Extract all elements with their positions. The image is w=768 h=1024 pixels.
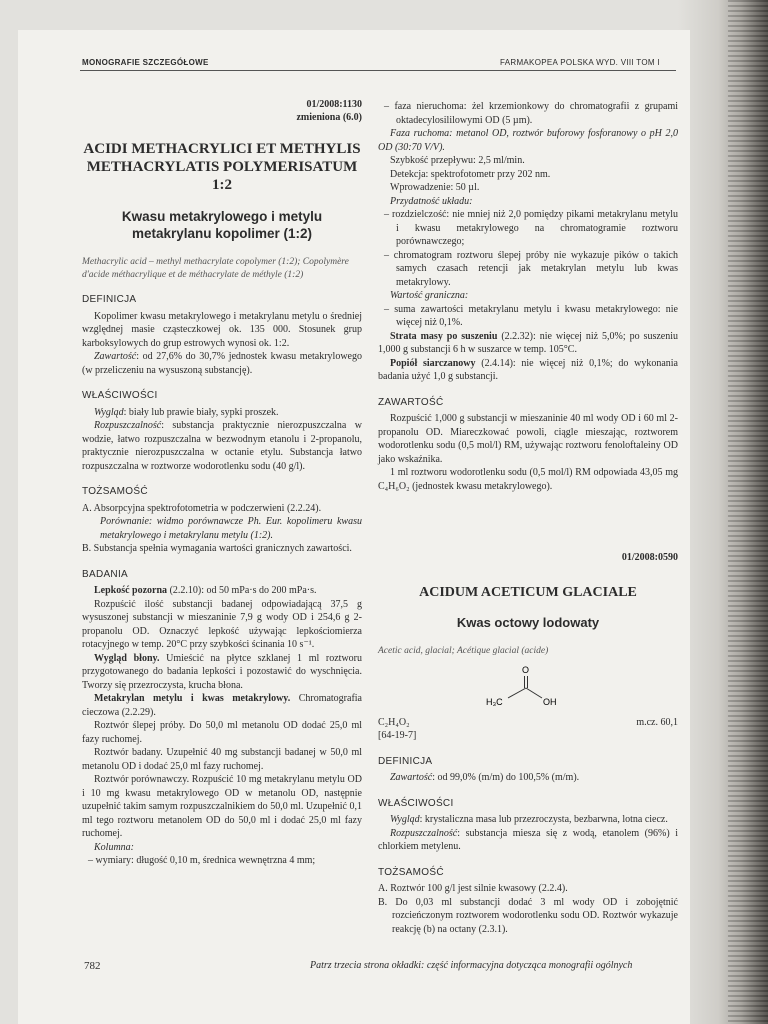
footer-note: Patrz trzecia strona okładki: część informacyjna dotycząca monografii ogólnych xyxy=(310,960,633,971)
viscosity-paragraph xyxy=(82,584,362,598)
right-column xyxy=(378,100,678,936)
solubility-label: Rozpuszczalność xyxy=(94,420,162,431)
monograph2-ref: 01/2008:0590 xyxy=(621,552,678,563)
section-heading-wlasciwosci: WŁAŚCIWOŚCI xyxy=(82,390,158,401)
blank-solution: Roztwór ślepej próby. Do 50,0 ml metanolu OD dodać 25,0 ml fazy ruchomej. xyxy=(82,720,362,745)
identity-b: B. Substancja spełnia wymagania wartości granicznych zawartości. xyxy=(82,543,352,554)
methacrylate-label: Metakrylan metylu i kwas metakrylowy. xyxy=(94,693,291,704)
appearance-paragraph xyxy=(82,406,362,420)
methacrylate-paragraph xyxy=(82,692,362,719)
blank-chromatogram: – chromatogram roztworu ślepej próby nie wykazuje pików o takich samych czasach retencji jak metakrylan metylu lub kwas metakrylowy. xyxy=(384,249,678,288)
structure-methyl: H₃C xyxy=(486,696,503,707)
loss-on-drying-label: Strata masy po suszeniu xyxy=(390,330,498,342)
sulfated-ash-label: Popiół siarczanowy xyxy=(390,357,476,369)
structure-formula-image xyxy=(486,664,566,712)
identity2-a: A. Roztwór 100 g/l jest silnie kwasowy (2.2.4). xyxy=(378,883,568,894)
running-header-left: MONOGRAFIE SZCZEGÓŁOWE xyxy=(82,58,209,67)
section2-heading-tozsamosc: TOŻSAMOŚĆ xyxy=(378,866,444,878)
section-heading-badania: BADANIA xyxy=(82,568,129,580)
definition-text: Kopolimer kwasu metakrylowego i metakrylanu metylu o średniej względnej masie cząsteczkowej ok. 135 000. Stosunek grup karboksylowych do grup estrowych wynosi ok. 1:2. xyxy=(82,310,362,349)
sulfated-ash xyxy=(378,357,678,384)
section-heading-definicja: DEFINICJA xyxy=(82,294,137,305)
methacrylate-text: Chromatografia cieczowa (2.2.29). xyxy=(82,693,362,718)
solubility-paragraph xyxy=(82,419,362,473)
structure-oxygen: O xyxy=(522,664,530,675)
content2-text: : od 99,0% (m/m) do 100,5% (m/m). xyxy=(432,772,580,783)
film-label: Wygląd błony. xyxy=(94,652,160,664)
monograph2-title: ACIDUM ACETICUM GLACIALE xyxy=(419,585,637,600)
reference-solution: Roztwór porównawczy. Rozpuścić 10 mg metakrylanu metylu OD i 10 mg kwasu metakrylowego OD w metanolu OD, następnie uzupełnić takim samym rozpuszczalnikiem do 50,0 ml. Uzupełnić 0,1 ml tego roztworu metanolem OD do 50,0 ml i dodać 25,0 ml fazy ruchomej. xyxy=(82,774,362,839)
molecular-mass: m.cz. 60,1 xyxy=(636,716,678,728)
running-header-right: FARMAKOPEA POLSKA WYD. VIII TOM I xyxy=(500,58,660,67)
column-label: Kolumna: xyxy=(94,841,134,853)
sulfated-ash-text: (2.4.14): nie więcej niż 0,1%; do wykonania badania użyć 1,0 g substancji. xyxy=(378,357,678,382)
flow-rate: Szybkość przepływu: 2,5 ml/min. xyxy=(390,155,525,166)
appearance2-paragraph xyxy=(378,813,678,827)
monograph-revision: zmieniona (6.0) xyxy=(296,112,362,123)
left-column xyxy=(82,98,362,868)
sum-limit: – suma zawartości metakrylanu metylu i kwasu metakrylowego: nie więcej niż 0,1%. xyxy=(384,303,678,328)
identity-a-comparison: Porównanie: widmo porównawcze Ph. Eur. kopolimeru kwasu metakrylowego i metakrylanu metylu (1:2). xyxy=(100,516,362,541)
structure-hydroxyl: OH xyxy=(543,696,557,707)
test-solution: Roztwór badany. Uzupełnić 40 mg substancji badanej w 50,0 ml metanolu OD i dodać 25,0 ml fazy ruchomej. xyxy=(82,747,362,772)
column-dimensions: – wymiary: długość 0,10 m, średnica wewnętrzna 4 mm; xyxy=(88,855,316,866)
assay-method: Rozpuścić 1,000 g substancji w mieszaninie 40 ml wody OD i 60 ml 2-propanolu OD. Miareczkować powoli, ciągle mieszając, roztworem wodorotlenku sodu (0,5 mol/l) RM, używając roztworu fenoloftaleiny OD jako wskaźnika. xyxy=(378,413,678,465)
identity2-b: B. Do 0,03 ml substancji dodać 3 ml wody OD i zobojętnić rozcieńczonym roztworem wodorotlenku sodu OD. Roztwór wykazuje reakcję (b) na octany (2.3.1). xyxy=(378,896,678,935)
viscosity-text: (2.2.10): od 50 mPa·s do 200 mPa·s. xyxy=(167,585,317,596)
monograph-ref: 01/2008:1130 xyxy=(306,99,362,110)
monograph2-subtitle: Kwas octowy lodowaty xyxy=(456,615,600,630)
film-paragraph xyxy=(82,652,362,693)
detection: Detekcja: spektrofotometr przy 202 nm. xyxy=(390,168,551,180)
resolution: – rozdzielczość: nie mniej niż 2,0 pomiędzy pikami metakrylanu metylu i kwasu metakrylowego na chromatogramie roztworu porównawczego; xyxy=(384,209,678,247)
appearance2-text: : krystaliczna masa lub przezroczysta, bezbarwna, lotna ciecz. xyxy=(419,814,668,825)
viscosity-method: Rozpuścić ilość substancji badanej odpowiadającą 37,5 g wysuszonej substancji w mieszaninie 7,9 g wody OD i 254,6 g 2-propanolu OD. Oznaczyć lepkość używając lepkościomierza rotacyjnego w temp. 20°C przy szybkości ścinania 10 s⁻¹. xyxy=(82,598,362,650)
monograph2-synonyms: Acetic acid, glacial; Acétique glacial (acide) xyxy=(378,646,549,656)
cas-number: [64-19-7] xyxy=(378,730,417,741)
viscosity-label: Lepkość pozorna xyxy=(94,585,168,596)
loss-on-drying-text: (2.2.32): nie więcej niż 5,0%; po suszeniu 1,000 g substancji 6 h w suszarce w temp. 105°C. xyxy=(378,330,678,355)
section2-heading-wlasciwosci: WŁAŚCIWOŚCI xyxy=(378,797,454,809)
content-paragraph xyxy=(82,350,362,377)
injection: Wprowadzenie: 50 µl. xyxy=(390,182,480,193)
page-number: 782 xyxy=(84,960,101,972)
content2-paragraph xyxy=(378,771,678,785)
loss-on-drying xyxy=(378,330,678,357)
molecular-formula: C₂H₄O₂ xyxy=(378,716,410,728)
stationary-phase: – faza nieruchoma: żel krzemionkowy do chromatografii z grupami oktadecylosililowymi OD (5 µm). xyxy=(384,101,678,126)
monograph-synonyms: Methacrylic acid – methyl methacrylate copolymer (1:2); Copolymère d'acide méthacrylique et de méthacrylate de méthyle (1:2) xyxy=(82,257,349,280)
appearance-label: Wygląd xyxy=(94,406,124,418)
content2-label: Zawartość xyxy=(390,772,433,783)
limit-label: Wartość graniczna: xyxy=(390,290,469,301)
identity-a: A. Absorpcyjna spektrofotometria w podczerwieni (2.2.24). xyxy=(82,502,322,514)
mobile-phase: Faza ruchoma: metanol OD, roztwór buforowy fosforanowy o pH 2,0 OD (30:70 V/V). xyxy=(378,128,678,153)
monograph-title: ACIDI METHACRYLICI ET METHYLIS METHACRYLATIS POLYMERISATUM 1:2 xyxy=(83,141,361,193)
solubility2-label: Rozpuszczalność xyxy=(390,827,458,839)
formula-row xyxy=(378,716,678,730)
scan-edge xyxy=(678,0,768,1024)
appearance-text: : biały lub prawie biały, sypki proszek. xyxy=(123,406,279,418)
header-rule xyxy=(80,70,676,71)
monograph-subtitle: Kwasu metakrylowego i metylu metakrylanu kopolimer (1:2) xyxy=(121,209,323,241)
solubility2-paragraph xyxy=(378,827,678,854)
content-text: : od 27,6% do 30,7% jednostek kwasu metakrylowego (w przeliczeniu na wysuszoną substancję). xyxy=(82,351,362,376)
assay-equivalence: 1 ml roztworu wodorotlenku sodu (0,5 mol/l) RM odpowiada 43,05 mg C₄H₆O₂ (jednostek kwasu metakrylowego). xyxy=(378,467,678,492)
film-text: Umieścić na płytce szklanej 1 ml roztworu przygotowanego do badania lepkości i pozostawić do wyschnięcia. Tworzy się przezroczysta, krucha błona. xyxy=(82,652,362,691)
section-heading-tozsamosc: TOŻSAMOŚĆ xyxy=(82,486,148,497)
content-label: Zawartość xyxy=(94,351,137,362)
system-suitability: Przydatność układu: xyxy=(390,195,473,207)
section-heading-zawartosc: ZAWARTOŚĆ xyxy=(378,396,444,408)
solubility2-text: : substancja miesza się z wodą, etanolem (96%) i chlorkiem metylenu. xyxy=(378,827,678,852)
section2-heading-definicja: DEFINICJA xyxy=(378,755,433,767)
solubility-text: : substancja praktycznie nierozpuszczalna w wodzie, łatwo rozpuszczalna w bezwodnym etanolu i 2-propanolu, praktycznie nierozpuszczalna w octanie etylu. Substancja łatwo rozpuszczalna w roztworze wodorotlenku sodu (40 g/l). xyxy=(82,420,362,472)
appearance2-label: Wygląd xyxy=(390,814,420,825)
